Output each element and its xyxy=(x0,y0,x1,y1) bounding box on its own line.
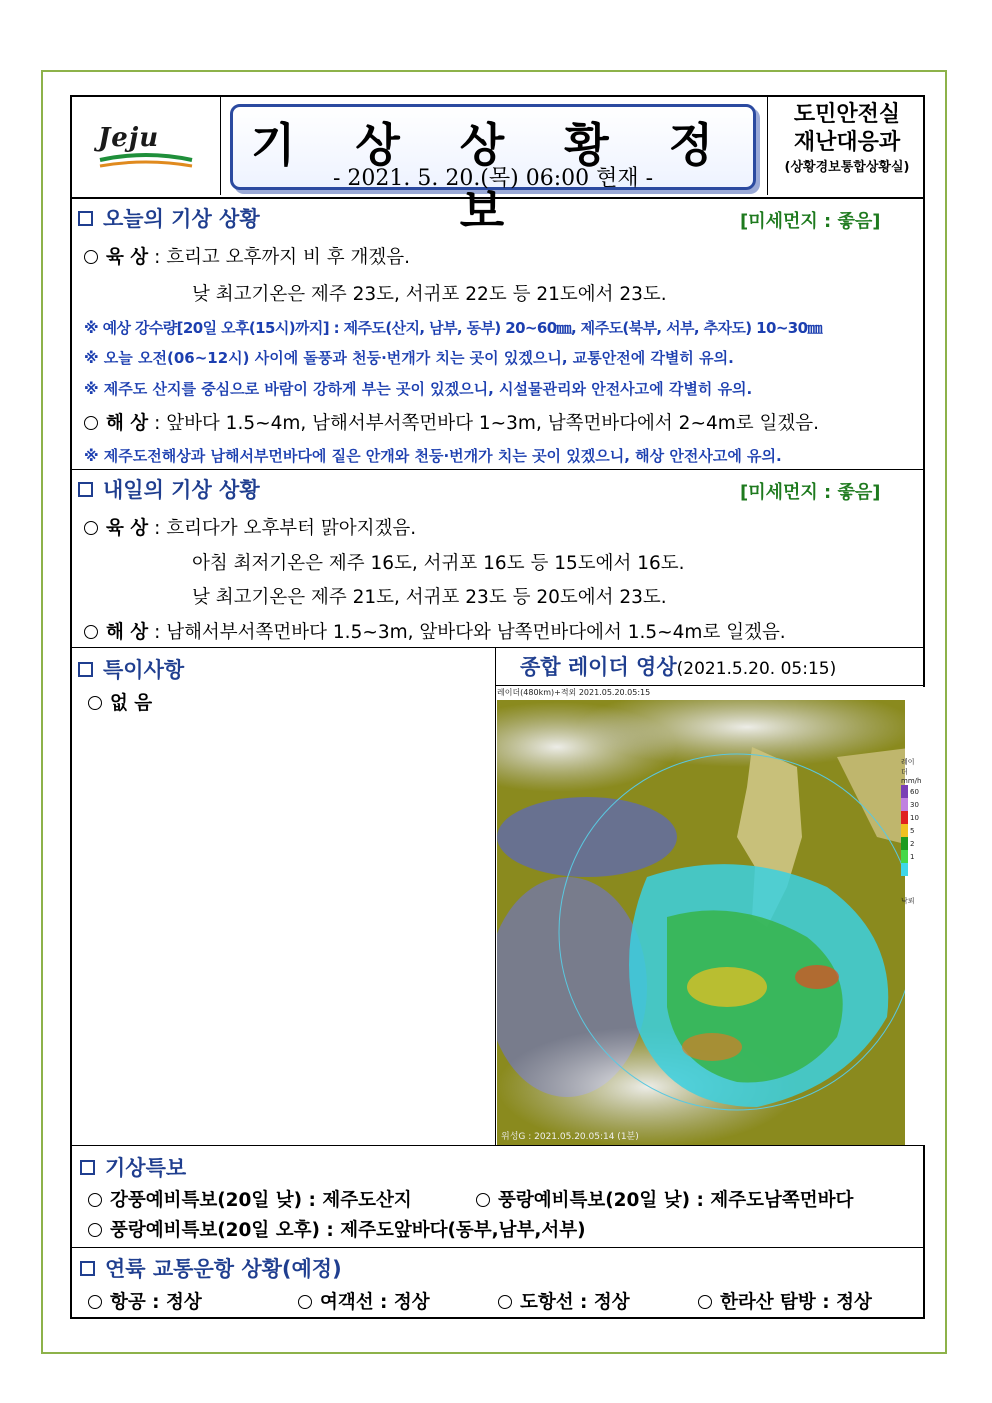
special-heading: 특이사항 xyxy=(78,654,184,684)
legend-swatch: 2 xyxy=(901,837,921,850)
circle-bullet-icon xyxy=(298,1295,312,1309)
circle-bullet-icon xyxy=(84,521,98,535)
today-land: 육 상 : 흐리고 오후까지 비 후 개겠음. xyxy=(84,243,410,269)
checkbox-icon xyxy=(80,1261,95,1276)
circle-bullet-icon xyxy=(88,1223,102,1237)
weather-report xyxy=(70,95,925,1319)
logo-text: Jeju xyxy=(98,123,160,153)
warning-item-1: 강풍예비특보(20일 낮) : 제주도산지 xyxy=(88,1186,412,1212)
department xyxy=(769,101,925,179)
tomorrow-land-min: 아침 최저기온은 제주 16도, 서귀포 16도 등 15도에서 16도. xyxy=(192,553,685,574)
checkbox-icon xyxy=(78,482,93,497)
checkbox-icon xyxy=(78,211,93,226)
circle-bullet-icon xyxy=(84,625,98,639)
traffic-item-ferry: 여객선 : 정상 xyxy=(298,1288,430,1314)
tomorrow-heading: 내일의 기상 상황 xyxy=(78,474,260,504)
special-item: 없 음 xyxy=(88,689,152,715)
legend-swatch: 1 xyxy=(901,850,921,863)
today-sea: 해 상 : 앞바다 1.5~4m, 남해서부서쪽먼바다 1~3m, 남쪽먼바다에서 2~4m로 일겠음. xyxy=(84,409,819,435)
today-note-fog: ※ 제주도전해상과 남해서부먼바다에 짙은 안개와 천둥·번개가 치는 곳이 있겠으니, 해상 안전사고에 유의. xyxy=(84,447,782,465)
tomorrow-land-max: 낮 최고기온은 제주 21도, 서귀포 23도 등 20도에서 23도. xyxy=(192,587,667,608)
title-box xyxy=(230,104,756,238)
jeju-logo xyxy=(72,97,220,195)
radar-image-footer: 위성G : 2021.05.20.05:14 (1분) xyxy=(501,1132,639,1142)
traffic-item-island-ferry: 도항선 : 정상 xyxy=(498,1288,630,1314)
warning-item-3: 풍랑예비특보(20일 오후) : 제주도앞바다(동부,남부,서부) xyxy=(88,1216,586,1242)
traffic-item-air: 항공 : 정상 xyxy=(88,1288,202,1314)
today-land-temp: 낮 최고기온은 제주 23도, 서귀포 22도 등 21도에서 23도. xyxy=(192,284,667,305)
today-note-gust: ※ 오늘 오전(06~12시) 사이에 돌풍과 천둥·번개가 치는 곳이 있겠으니, 교통안전에 각별히 유의. xyxy=(84,349,734,367)
traffic-item-hallasan: 한라산 탐방 : 정상 xyxy=(698,1288,872,1314)
legend-swatch: 10 xyxy=(901,811,921,824)
today-note-wind: ※ 제주도 산지를 중심으로 바람이 강하게 부는 곳이 있겠으니, 시설물관리와 안전사고에 각별히 유의. xyxy=(84,380,753,398)
tomorrow-sea: 해 상 : 남해서부서쪽먼바다 1.5~3m, 앞바다와 남쪽먼바다에서 1.5~4m로 일겠음. xyxy=(84,618,786,644)
checkbox-icon xyxy=(80,1160,95,1175)
circle-bullet-icon xyxy=(476,1193,490,1207)
report-date: - 2021. 5. 20.(목) 06:00 현재 - xyxy=(332,166,654,191)
legend-swatch: 30 xyxy=(901,798,921,811)
dept-line-3: (상황경보통합상황실) xyxy=(784,160,910,175)
circle-bullet-icon xyxy=(498,1295,512,1309)
radar-heading: 종합 레이더 영상(2021.5.20. 05:15) xyxy=(520,655,837,679)
radar-image xyxy=(497,687,925,1145)
legend-swatch xyxy=(901,863,921,876)
circle-bullet-icon xyxy=(84,416,98,430)
dept-line-2: 재난대응과 xyxy=(793,130,901,155)
radar-image-header: 레이더(480km)+적외 2021.05.20.05:15 xyxy=(497,687,925,700)
radar-map-graphic xyxy=(497,687,925,1145)
tomorrow-dust: [미세먼지 : 좋음] xyxy=(740,482,881,503)
warning-item-2: 풍랑예비특보(20일 낮) : 제주도남쪽먼바다 xyxy=(476,1186,853,1212)
today-heading: 오늘의 기상 상황 xyxy=(78,203,260,233)
legend-swatch: 5 xyxy=(901,824,921,837)
circle-bullet-icon xyxy=(88,1193,102,1207)
legend-swatch: 60 xyxy=(901,785,921,798)
page-title: 기 상 상 황 정 보 xyxy=(250,118,736,238)
circle-bullet-icon xyxy=(84,250,98,264)
circle-bullet-icon xyxy=(88,1295,102,1309)
checkbox-icon xyxy=(78,662,93,677)
tomorrow-land: 육 상 : 흐리다가 오후부터 맑아지겠음. xyxy=(84,514,416,540)
circle-bullet-icon xyxy=(88,696,102,710)
warnings-heading: 기상특보 xyxy=(80,1152,186,1182)
today-dust: [미세먼지 : 좋음] xyxy=(740,211,881,232)
dept-line-1: 도민안전실 xyxy=(793,102,901,127)
circle-bullet-icon xyxy=(698,1295,712,1309)
today-note-rain: ※ 예상 강수량[20일 오후(15시)까지] : 제주도(산지, 남부, 동부) 20~60㎜, 제주도(북부, 서부, 추자도) 10~30㎜ xyxy=(84,319,822,337)
radar-legend: 레이더 mm/h 60 30 10 5 2 1 낙뢰 xyxy=(901,758,922,905)
traffic-heading: 연륙 교통운항 상황(예정) xyxy=(80,1253,342,1283)
